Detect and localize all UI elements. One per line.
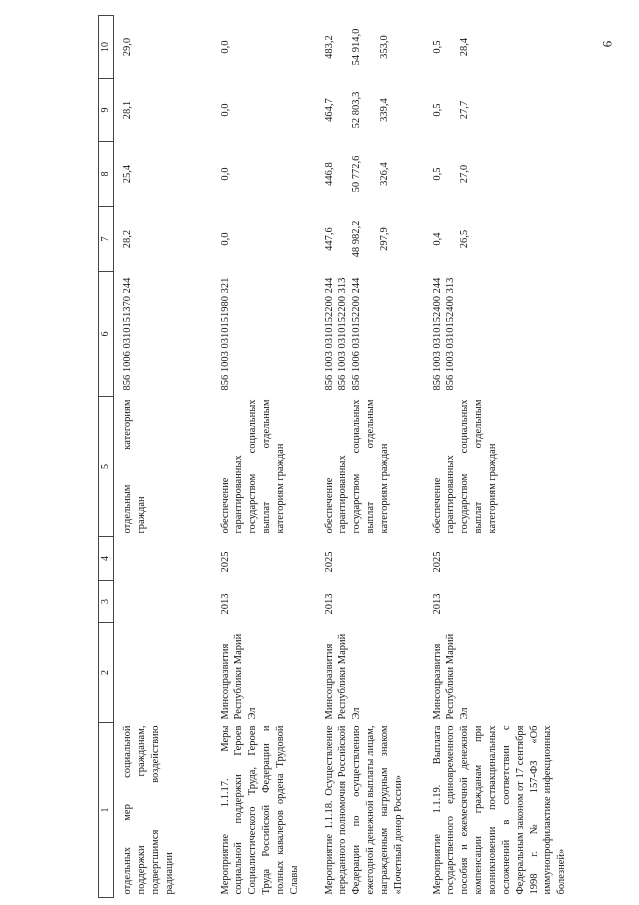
value: 0,0 (219, 40, 231, 54)
budget-code-line: 856 1003 0310151980 321 (219, 277, 231, 391)
executor: Минсоцразвития Республики Марий Эл (431, 633, 471, 720)
column-header-7: 7 (99, 207, 114, 272)
table-row (424, 16, 574, 898)
budget-code-line: 856 1003 0310152400 244 (431, 277, 443, 391)
value: 0,5 (431, 167, 443, 181)
start-year: 2013 (431, 593, 443, 615)
executor: Минсоцразвития Республики Марий Эл (323, 633, 363, 720)
value-col-10 (212, 16, 316, 79)
value: 0,0 (219, 103, 231, 117)
value-col-10 (316, 16, 424, 79)
column-header-8: 8 (99, 142, 114, 207)
value: 0,5 (431, 103, 443, 117)
budget-code-line: 856 1006 0310151370 244 (122, 277, 133, 391)
measure-name: отдельных мер социальной поддержки гражданам, подвергшимся воздействию радиации (122, 725, 175, 895)
value: 447,6 (323, 227, 335, 251)
value: 52 803,3 (351, 91, 363, 129)
value: 326,4 (379, 162, 391, 186)
value-col-10 (114, 16, 212, 79)
category: обеспечение гарантированных государством социальных выплат отдельным категориям граждан (431, 399, 498, 534)
category: отдельным категориям граждан (122, 399, 147, 534)
value: 483,2 (323, 35, 335, 59)
value-col-9 (316, 79, 424, 142)
value-col-7 (316, 207, 424, 272)
table-row (212, 16, 316, 898)
budget-code-line: 856 1003 0310152200 244 (323, 277, 335, 391)
value: 48 982,2 (351, 220, 363, 258)
category: обеспечение гарантированных государством социальных выплат отдельным категориям граждан (219, 399, 286, 534)
page-number: 6 (599, 40, 615, 48)
value: 25,4 (122, 164, 133, 184)
executor (114, 623, 212, 723)
table-row (316, 16, 424, 898)
value: 0,5 (431, 40, 443, 54)
budget-code (316, 272, 424, 397)
value-col-9 (212, 79, 316, 142)
value: 27,7 (459, 100, 471, 120)
value-col-10 (424, 16, 574, 79)
value: 297,9 (379, 227, 391, 251)
value: 353,0 (379, 35, 391, 59)
table-row (114, 16, 212, 898)
column-number-row (99, 16, 114, 898)
value: 54 914,0 (351, 28, 363, 66)
value-col-8 (114, 142, 212, 207)
column-header-6: 6 (99, 272, 114, 397)
value: 464,7 (323, 98, 335, 122)
value-col-7 (212, 207, 316, 272)
budget-code-line: 856 1003 0310152200 313 (337, 277, 349, 391)
end-year (114, 537, 212, 581)
value: 28,4 (459, 37, 471, 57)
end-year: 2025 (431, 551, 443, 573)
value: 446,8 (323, 162, 335, 186)
start-year: 2013 (219, 593, 231, 615)
value-col-7 (114, 207, 212, 272)
value: 0,0 (219, 167, 231, 181)
value: 28,1 (122, 100, 133, 120)
budget-code-line: 856 1006 0310152200 244 (351, 277, 363, 391)
value: 28,2 (122, 229, 133, 249)
budget-code (114, 272, 212, 397)
column-header-9: 9 (99, 79, 114, 142)
program-measures-table (98, 15, 573, 898)
program-table-sheet (98, 16, 624, 898)
value-col-8 (316, 142, 424, 207)
value: 29,0 (122, 37, 133, 57)
category: обеспечение гарантированных государством социальных выплат отдельным категориям граждан (323, 399, 390, 534)
measure-name: Мероприятие 1.1.17. Меры социальной поддержки Героев Социалистического Труда, Героев Труда Российской Федерации и полных кавалеров ордена Трудовой Славы (219, 725, 300, 895)
end-year: 2025 (323, 551, 335, 573)
budget-code (424, 272, 574, 397)
value-col-8 (212, 142, 316, 207)
value-col-9 (114, 79, 212, 142)
column-header-3: 3 (99, 581, 114, 623)
value-col-8 (424, 142, 574, 207)
value: 339,4 (379, 98, 391, 122)
column-header-1: 1 (99, 723, 114, 898)
value-col-9 (424, 79, 574, 142)
measure-name: Мероприятие 1.1.19. Выплата государственного единовременного пособия и ежемесячной денежной компенсации гражданам при возникновении поствакцинальных осложнений в соответствии с Федеральным законом от 17 сентября 1998 г. № 157-ФЗ «Об иммунопрофилактике инфекционных болезней» (431, 725, 568, 895)
start-year (114, 581, 212, 623)
executor: Минсоцразвития Республики Марий Эл (219, 633, 259, 720)
value: 26,5 (459, 229, 471, 249)
end-year: 2025 (219, 551, 231, 573)
column-header-10: 10 (99, 16, 114, 79)
budget-code (212, 272, 316, 397)
value: 0,0 (219, 232, 231, 246)
value: 27,0 (459, 164, 471, 184)
value: 50 772,6 (351, 155, 363, 193)
start-year: 2013 (323, 593, 335, 615)
column-header-2: 2 (99, 623, 114, 723)
value: 0,4 (431, 232, 443, 246)
measure-name: Мероприятие 1.1.18. Осуществление переданного полномочия Российской Федерации по осуществлению ежегодной денежной выплаты лицам, награжденным нагрудным знаком «Почетный донор России» (323, 725, 404, 895)
value-col-7 (424, 207, 574, 272)
column-header-5: 5 (99, 397, 114, 537)
budget-code-line: 856 1003 0310152400 313 (445, 277, 457, 391)
column-header-4: 4 (99, 537, 114, 581)
